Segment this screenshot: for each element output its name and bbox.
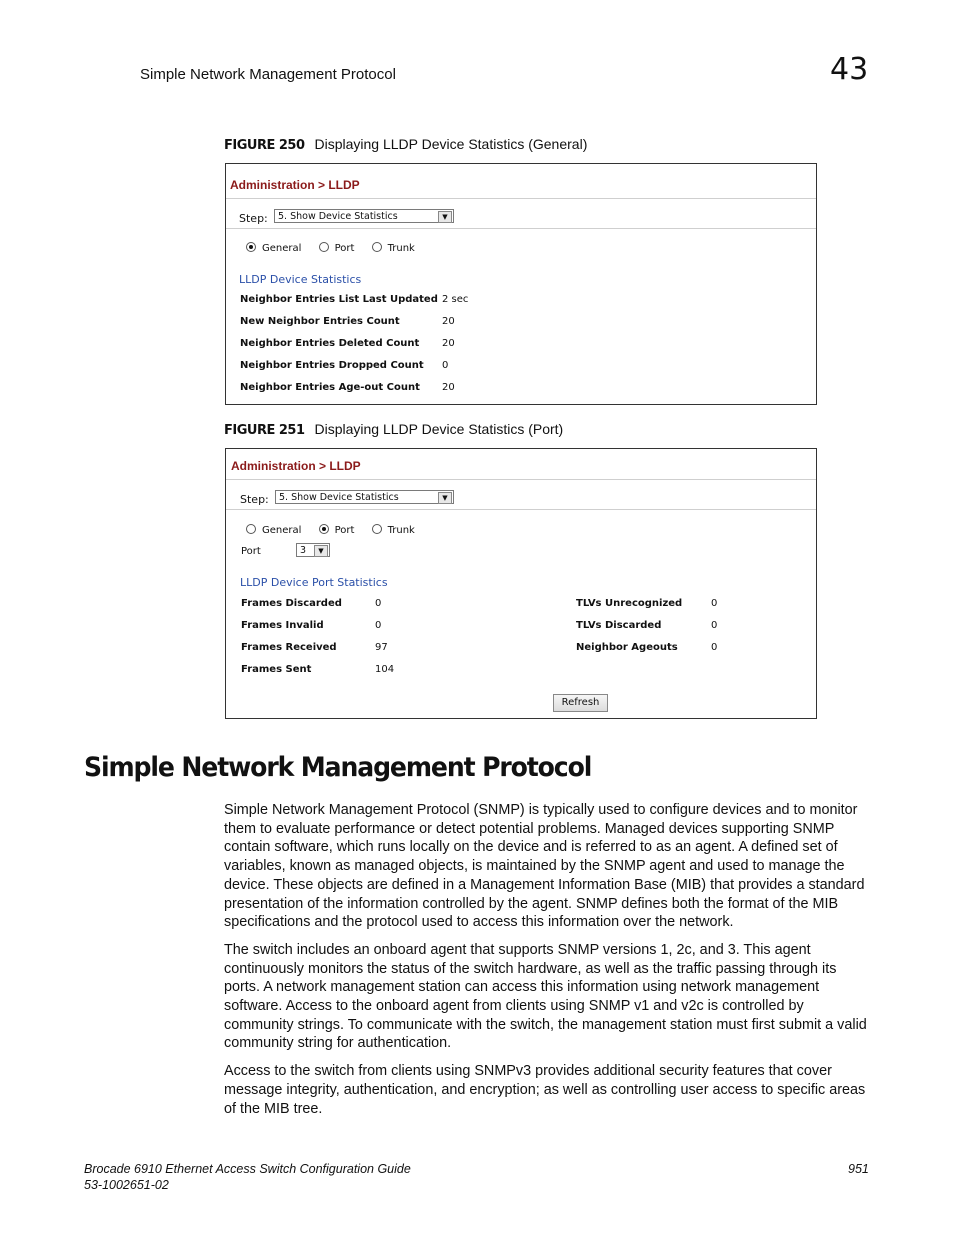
port-select-value: 3	[300, 545, 307, 556]
stat-value: 2 sec	[442, 294, 469, 305]
stat-value: 0	[711, 642, 718, 653]
paragraph: Simple Network Management Protocol (SNMP) is typically used to configure devices and to monitor them to evaluate performance or detect potential problems. Managed devices supporting SNMP contain software, which runs locally on the device and is referred to as an agent. A defined set of variables, known as managed objects, is maintained by the SNMP agent and used to manage the device. These objects are defined in a Management Information Base (MIB) that provides a standard presentation of the information controlled by the agent. SNMP defines both the format of the MIB specifications and the protocol used to access this information over the network.	[224, 802, 865, 931]
chapter-number: 43	[830, 52, 869, 87]
stat-label: Neighbor Entries Dropped Count	[240, 360, 424, 371]
figure-251-caption	[224, 421, 563, 438]
step-select-value: 5. Show Device Statistics	[279, 492, 399, 503]
figure-251-caption-text: Displaying LLDP Device Statistics (Port)	[314, 421, 564, 437]
step-select[interactable]	[274, 209, 454, 223]
footer-doc-number: 53-1002651-02	[84, 1178, 169, 1192]
section-title: LLDP Device Statistics	[239, 273, 362, 286]
radio-unchecked-icon[interactable]	[246, 524, 256, 534]
scope-radio-group	[246, 524, 415, 536]
step-label: Step:	[240, 493, 269, 506]
step-label: Step:	[239, 212, 268, 225]
stat-label: Frames Sent	[241, 664, 312, 675]
stat-value: 20	[442, 382, 455, 393]
paragraph: Access to the switch from clients using SNMPv3 provides additional security features that cover message integrity, authentication, and encryption; as well as controlling user access to specific areas of the MIB tree.	[224, 1063, 866, 1117]
section-title: LLDP Device Port Statistics	[240, 576, 388, 589]
refresh-button[interactable]: Refresh	[553, 694, 608, 712]
figure-251-label: FIGURE 251	[224, 423, 305, 438]
stat-label: TLVs Discarded	[576, 620, 662, 631]
figure-251-screenshot	[225, 448, 817, 719]
running-header: Simple Network Management Protocol	[140, 66, 396, 83]
paragraph: The switch includes an onboard agent that supports SNMP versions 1, 2c, and 3. This agent continuously monitors the status of the switch hardware, as well as the traffic passing through its ports. A network management station can access this information using network management software. Access to the onboard agent from clients using SNMP v1 and v2c is controlled by community strings. To communicate with the switch, the management station must first submit a valid community string for authentication.	[224, 941, 867, 1052]
radio-general[interactable]: General	[246, 525, 301, 536]
stat-label: Frames Discarded	[241, 598, 342, 609]
divider	[226, 479, 816, 480]
stat-value: 20	[442, 316, 455, 327]
radio-port[interactable]: Port	[319, 525, 355, 536]
breadcrumb[interactable]: Administration > LLDP	[231, 459, 361, 473]
stat-value: 0	[375, 598, 382, 609]
stat-label: Neighbor Entries Age-out Count	[240, 382, 420, 393]
radio-general[interactable]: General	[246, 243, 301, 254]
section-heading: Simple Network Management Protocol	[84, 752, 592, 783]
port-select[interactable]	[296, 543, 330, 557]
stat-value: 0	[375, 620, 382, 631]
figure-250-caption-text: Displaying LLDP Device Statistics (General)	[314, 136, 588, 152]
footer-page-number: 951	[848, 1162, 869, 1176]
figure-250-label: FIGURE 250	[224, 138, 305, 153]
stat-value: 97	[375, 642, 388, 653]
stat-label: Neighbor Ageouts	[576, 642, 678, 653]
radio-checked-icon[interactable]	[246, 242, 256, 252]
breadcrumb[interactable]: Administration > LLDP	[230, 178, 360, 192]
radio-trunk[interactable]: Trunk	[372, 525, 415, 536]
radio-trunk[interactable]: Trunk	[372, 243, 415, 254]
chevron-down-icon[interactable]: ▼	[438, 492, 452, 504]
stat-value: 0	[711, 598, 718, 609]
stat-label: New Neighbor Entries Count	[240, 316, 400, 327]
stat-value: 0	[711, 620, 718, 631]
scope-radio-group	[246, 242, 415, 254]
stat-value: 104	[375, 664, 395, 675]
stat-label: TLVs Unrecognized	[576, 598, 683, 609]
figure-250-screenshot	[225, 163, 817, 405]
body-text	[224, 801, 874, 1127]
divider	[226, 228, 816, 229]
step-select[interactable]	[275, 490, 454, 504]
stat-value: 20	[442, 338, 455, 349]
stat-label: Neighbor Entries Deleted Count	[240, 338, 420, 349]
radio-port[interactable]: Port	[319, 243, 355, 254]
divider	[226, 509, 816, 510]
radio-unchecked-icon[interactable]	[372, 242, 382, 252]
radio-unchecked-icon[interactable]	[372, 524, 382, 534]
divider	[226, 198, 816, 199]
chevron-down-icon[interactable]: ▼	[438, 211, 452, 223]
chevron-down-icon[interactable]: ▼	[314, 545, 328, 557]
port-label: Port	[241, 546, 261, 557]
stat-label: Neighbor Entries List Last Updated	[240, 294, 438, 305]
radio-unchecked-icon[interactable]	[319, 242, 329, 252]
stat-value: 0	[442, 360, 449, 371]
stat-label: Frames Invalid	[241, 620, 324, 631]
stat-label: Frames Received	[241, 642, 337, 653]
footer-book-title: Brocade 6910 Ethernet Access Switch Configuration Guide	[84, 1162, 411, 1176]
radio-checked-icon[interactable]	[319, 524, 329, 534]
step-select-value: 5. Show Device Statistics	[278, 211, 398, 222]
figure-250-caption	[224, 136, 587, 153]
